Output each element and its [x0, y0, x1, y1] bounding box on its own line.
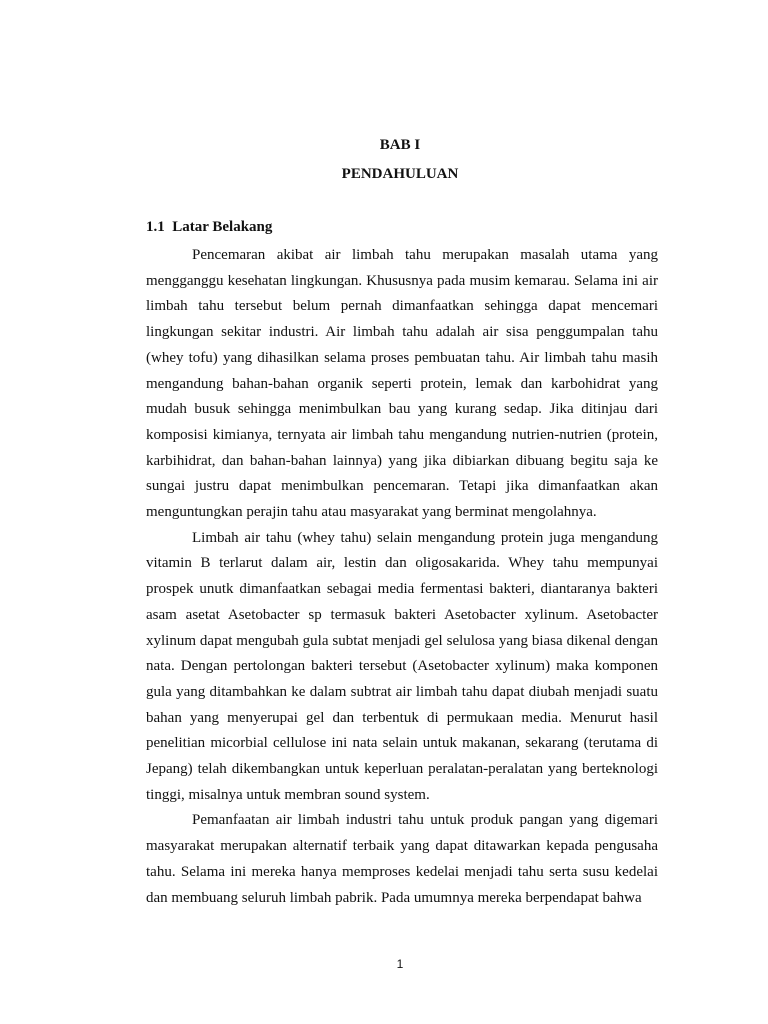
- paragraph: Pemanfaatan air limbah industri tahu untuk produk pangan yang digemari masyarakat merupakan alternatif terbaik yang dapat ditawarkan kepada pengusaha tahu. Selama ini mereka hanya memproses kedelai menjadi tahu serta susu kedelai dan membuang seluruh limbah pabrik. Pada umumnya mereka berpendapat bahwa: [146, 812, 658, 906]
- page-number: 1: [396, 957, 404, 971]
- section-heading: 1.1 Latar Belakang: [146, 219, 273, 235]
- body-text: [146, 243, 658, 911]
- paragraph: Pencemaran akibat air limbah tahu merupakan masalah utama yang mengganggu kesehatan lingkungan. Khususnya pada musim kemarau. Selama ini air limbah tahu tersebut belum pernah dimanfaatkan sehingga dapat mencemari lingkungan sekitar industri. Air limbah tahu adalah air sisa penggumpalan tahu (whey tofu) yang dihasilkan selama proses pembuatan tahu. Air limbah tahu masih mengandung bahan-bahan organik seperti protein, lemak dan karbohidrat yang mudah busuk sehingga menimbulkan bau yang kurang sedap. Jika ditinjau dari komposisi kimianya, ternyata air limbah tahu mengandung nutrien-nutrien (protein, karbihidrat, dan bahan-bahan lainnya) yang jika dibiarkan dibuang begitu saja ke sungai justru dapat menimbulkan pencemaran. Tetapi jika dimanfaatkan akan menguntungkan perajin tahu atau masyarakat yang berminat mengolahnya.: [146, 247, 658, 521]
- chapter-number: BAB I: [379, 137, 421, 153]
- paragraph: Limbah air tahu (whey tahu) selain mengandung protein juga mengandung vitamin B terlarut dalam air, lestin dan oligosakarida. Whey tahu mempunyai prospek unutk dimanfaatkan sebagai media fermentasi bakteri, diantaranya bakteri asam asetat Asetobacter sp termasuk bakteri Asetobacter xylinum. Asetobacter xylinum dapat mengubah gula subtat menjadi gel selulosa yang biasa dikenal dengan nata. Dengan pertolongan bakteri tersebut (Asetobacter xylinum) maka komponen gula yang ditambahkan ke dalam subtrat air limbah tahu dapat diubah menjadi suatu bahan yang menyerupai gel dan terbentuk di permukaan media. Menurut hasil penelitian micorbial cellulose ini nata selain untuk makanan, sekarang (terutama di Jepang) telah dikembangkan untuk keperluan peralatan-peralatan yang berteknologi tinggi, misalnya untuk membran sound system.: [146, 529, 658, 803]
- chapter-title: PENDAHULUAN: [341, 166, 459, 182]
